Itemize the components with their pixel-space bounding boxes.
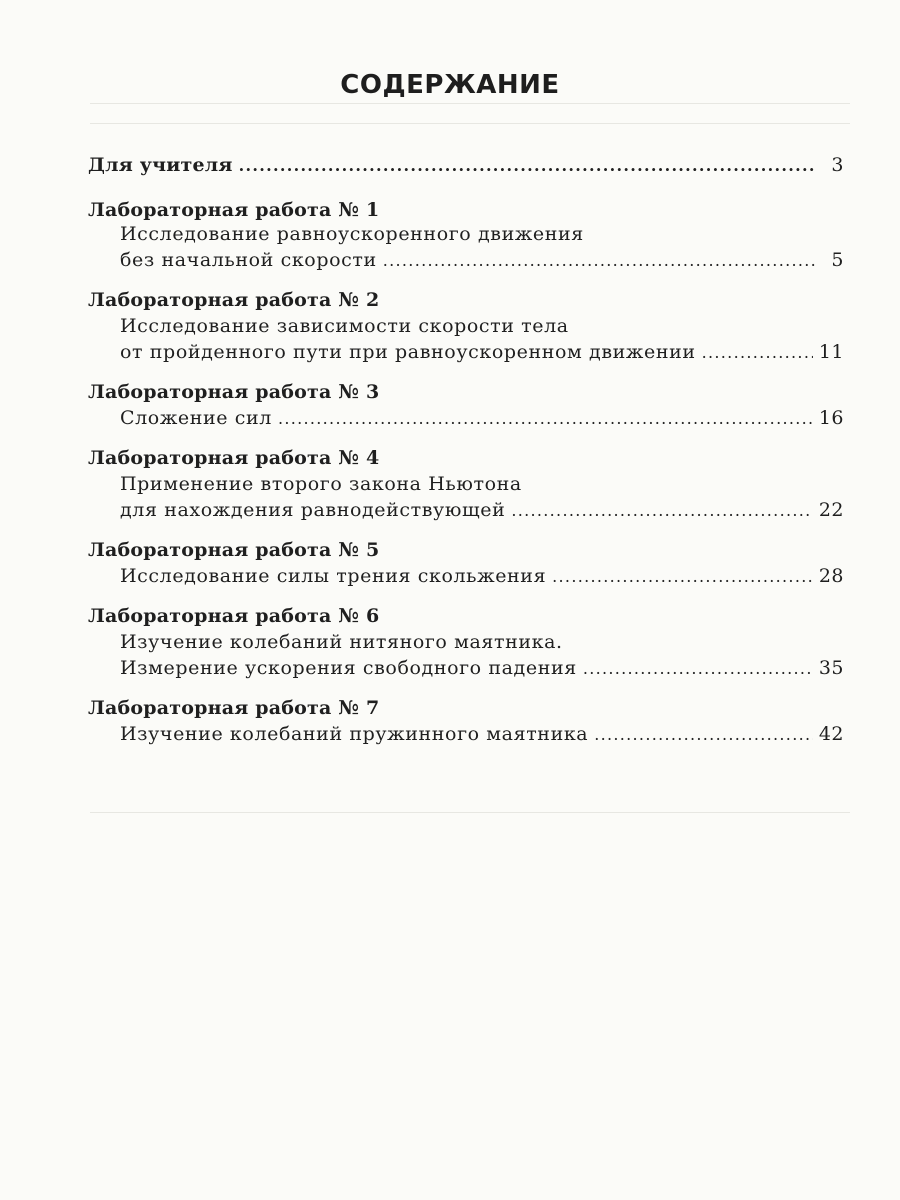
toc-entry-lab-2-heading — [88, 288, 844, 312]
dot-leader — [511, 499, 812, 523]
toc-heading: Лабораторная работа № 1 — [88, 199, 380, 221]
toc-entry-lab-4-title-cont — [120, 498, 844, 523]
dot-leader — [383, 249, 816, 273]
page-number: 42 — [818, 723, 844, 745]
toc-entry-lab-1-title-cont — [120, 248, 844, 273]
page-number: 35 — [818, 657, 844, 679]
toc-subtitle: Изучение колебаний пружинного маятника — [120, 723, 589, 745]
page-title: СОДЕРЖАНИЕ — [340, 70, 560, 100]
toc-subtitle: от пройденного пути при равноускоренном движении — [120, 341, 696, 363]
page-number: 5 — [831, 249, 844, 271]
toc-entry-lab-3-heading — [88, 380, 844, 404]
toc-subtitle: без начальной скорости — [120, 249, 377, 271]
toc-entry-lab-2-title — [120, 314, 844, 338]
dot-leader — [583, 657, 813, 681]
toc-heading: Лабораторная работа № 4 — [88, 447, 380, 469]
toc-entry-lab-7-title — [120, 722, 844, 747]
page-number: 28 — [818, 565, 844, 587]
toc-heading: Лабораторная работа № 5 — [88, 539, 380, 561]
toc-entry-lab-6-heading — [88, 604, 844, 628]
toc-entry-lab-3-title — [120, 406, 844, 431]
toc-subtitle: Изучение колебаний нитяного маятника. — [120, 631, 563, 653]
toc-heading: Лабораторная работа № 3 — [88, 381, 380, 403]
page-number: 3 — [831, 154, 844, 176]
page-number: 22 — [818, 499, 844, 521]
toc-subtitle: Измерение ускорения свободного падения — [120, 657, 577, 679]
dot-leader — [239, 154, 816, 178]
toc-heading: Лабораторная работа № 6 — [88, 605, 380, 627]
toc-subtitle: Сложение сил — [120, 407, 272, 429]
toc-entry-teacher — [88, 153, 844, 178]
dot-leader — [594, 723, 813, 747]
dot-leader — [278, 407, 813, 431]
toc-heading: Лабораторная работа № 7 — [88, 697, 380, 719]
toc-entry-lab-6-title-cont — [120, 656, 844, 681]
page-number: 16 — [818, 407, 844, 429]
toc-entry-lab-5-title — [120, 564, 844, 589]
toc-entry-lab-5-heading — [88, 538, 844, 562]
toc-entry-lab-6-title — [120, 630, 844, 654]
dot-leader — [702, 341, 813, 365]
toc-subtitle: Исследование равноускоренного движения — [120, 223, 584, 245]
toc-subtitle: для нахождения равнодействующей — [120, 499, 506, 521]
dot-leader — [552, 565, 813, 589]
toc-entry-lab-1-heading — [88, 198, 844, 222]
toc-entry-lab-7-heading — [88, 696, 844, 720]
toc-heading: Для учителя — [88, 154, 233, 176]
toc-subtitle: Применение второго закона Ньютона — [120, 473, 522, 495]
toc-subtitle: Исследование зависимости скорости тела — [120, 315, 569, 337]
toc-subtitle: Исследование силы трения скольжения — [120, 565, 547, 587]
toc-entry-lab-4-title — [120, 472, 844, 496]
page-number: 11 — [818, 341, 844, 363]
toc-entry-lab-4-heading — [88, 446, 844, 470]
toc-entry-lab-2-title-cont — [120, 340, 844, 365]
toc-entry-lab-1-title — [120, 222, 844, 246]
toc-heading: Лабораторная работа № 2 — [88, 289, 380, 311]
